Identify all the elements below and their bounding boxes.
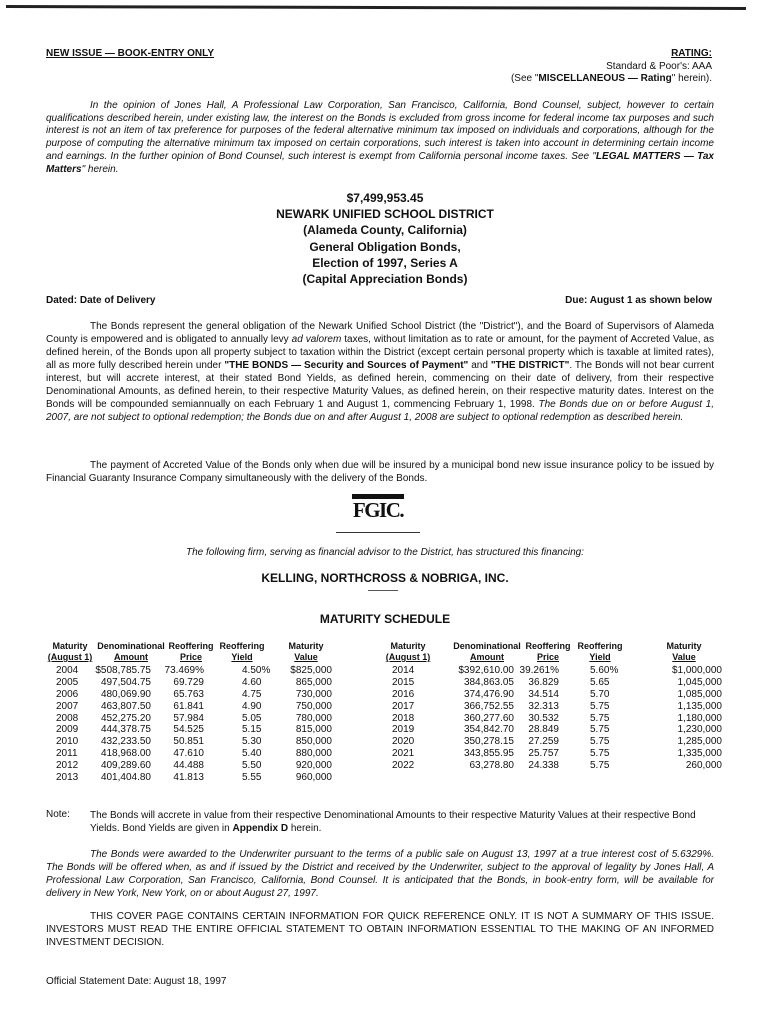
table-row xyxy=(370,724,720,736)
rating-value: Standard & Poor's: AAA xyxy=(606,60,712,72)
maturity-table-header xyxy=(46,641,346,665)
rating-see-reference xyxy=(511,73,712,86)
maturity-value: 1,335,000 xyxy=(677,748,722,760)
table-row xyxy=(46,748,346,760)
maturity-year: 2021 xyxy=(392,748,415,760)
table-row xyxy=(370,748,720,760)
maturity-year: 2017 xyxy=(392,700,415,712)
reoffering-price: 36.829 xyxy=(528,676,559,688)
denominational-amount: 418,968.00 xyxy=(100,748,151,760)
header-maturity-value-line1: Maturity xyxy=(288,641,324,651)
maturity-value: 780,000 xyxy=(295,712,332,724)
table-row xyxy=(370,760,720,772)
maturity-table-right xyxy=(370,641,720,772)
maturity-year: 2004 xyxy=(56,665,79,676)
financial-advisor-line: The following firm, serving as financial advisor to the District, has structured this financing: xyxy=(186,547,584,558)
header-reoffering-yield xyxy=(575,641,625,663)
reoffering-price: 50.851 xyxy=(173,736,204,748)
table-row xyxy=(370,701,720,713)
table-row xyxy=(370,736,720,748)
issue-label: NEW ISSUE — BOOK-ENTRY ONLY xyxy=(46,48,214,59)
header-denominational-amount-line1: Denominational xyxy=(97,641,165,651)
reoffering-price: 39.261% xyxy=(519,665,559,676)
p1-text-a: The Bonds represent the general obligation of the Newark Unified School District (the "District"), and the Board of Supervisors of Alameda County is empowered and is obligated to annually levy xyxy=(46,321,714,345)
maturity-year: 2010 xyxy=(56,736,79,748)
firm-divider xyxy=(368,590,398,591)
header-maturity-value-line2: Value xyxy=(294,652,318,662)
maturity-value: 815,000 xyxy=(295,724,332,736)
denominational-amount: 366,752.55 xyxy=(463,700,514,712)
header-denominational-amount xyxy=(96,641,166,663)
table-row xyxy=(46,724,346,736)
rating-block xyxy=(511,48,712,86)
table-row xyxy=(46,677,346,689)
bond-counsel-opinion xyxy=(46,100,714,176)
table-row xyxy=(46,665,346,677)
maturity-year: 2009 xyxy=(56,724,79,736)
financial-advisor-firm: KELLING, NORTHCROSS & NOBRIGA, INC. xyxy=(261,571,509,585)
note-appendix-bold: Appendix D xyxy=(232,823,289,834)
bond-type: General Obligation Bonds, xyxy=(309,239,461,254)
official-statement-date: Official Statement Date: August 18, 1997 xyxy=(46,976,227,987)
header-maturity-year-line2: (August 1) xyxy=(385,652,431,662)
reoffering-yield: 5.75 xyxy=(590,736,610,748)
reoffering-price: 54.525 xyxy=(173,724,204,736)
header-reoffering-yield xyxy=(217,641,267,663)
table-row xyxy=(370,713,720,725)
reoffering-price: 25.757 xyxy=(528,748,559,760)
award-paragraph: The Bonds were awarded to the Underwriter pursuant to the terms of a public sale on August 13, 1997 at a true interest cost of 5.6329%. The Bonds will be offered when, as and if issued by the District and received by the Underwriter, subject to the approval of legality by Jones Hall, A Professional Law Corporation, San Francisco, California, Bond Counsel. It is anticipated that the Bonds, in book-entry form, will be available for delivery in New York, New York, on or about August 27, 1997. xyxy=(46,849,714,899)
reoffering-yield: 5.65 xyxy=(590,676,610,688)
table-row xyxy=(370,665,720,677)
fgic-logo xyxy=(352,494,404,520)
reoffering-price: 41.813 xyxy=(173,772,204,784)
maturity-year: 2012 xyxy=(56,760,79,772)
fgic-logo-text: FGIC. xyxy=(352,498,404,522)
maturity-year: 2020 xyxy=(392,736,415,748)
denominational-amount: 497,504.75 xyxy=(100,676,151,688)
reoffering-yield: 4.50% xyxy=(242,665,271,676)
header-reoffering-price-line1: Reoffering xyxy=(168,641,214,651)
p1-text-b: taxes, without limitation as to rate or amount, for the payment of Accreted Value, as defined herein, of the Bonds upon all property subject to taxation within the District (except certain personal property which is taxable at limited rates), all as more fully described herein under xyxy=(46,334,714,371)
header-reoffering-price-line2: Price xyxy=(536,652,560,662)
maturity-value: $825,000 xyxy=(290,665,332,676)
header-maturity-year xyxy=(45,641,95,663)
maturity-value: 920,000 xyxy=(295,760,332,772)
rating-see-post: " herein). xyxy=(671,73,712,85)
table-row xyxy=(370,689,720,701)
denominational-amount: 463,807.50 xyxy=(100,700,151,712)
maturity-value: 850,000 xyxy=(295,736,332,748)
header-maturity-year-line1: Maturity xyxy=(390,641,426,651)
p1-text-d: . The Bonds will not bear current interest, but will accrete interest, at their stated Bond Yields, as defined herein, commencing on their date of delivery, from their respective Denominational Amounts, as defined herein, to their respective Maturity Values, as defined herein, on their respective maturity dates. Interest on the Bonds will be compounded semiannually on each February 1 and August 1, commencing February 1, 1998. xyxy=(46,360,715,410)
p1-text-c: and xyxy=(468,360,491,371)
top-scan-rule xyxy=(6,5,746,10)
header-denominational-amount-line2: Amount xyxy=(114,652,148,662)
reoffering-price: 73.469% xyxy=(164,665,204,676)
maturity-year: 2005 xyxy=(56,676,79,688)
table-row xyxy=(46,689,346,701)
maturity-year: 2008 xyxy=(56,712,79,724)
reoffering-yield: 5.75 xyxy=(590,760,610,772)
maturity-value: 1,085,000 xyxy=(677,688,722,700)
table-row xyxy=(46,701,346,713)
maturity-value: 730,000 xyxy=(295,688,332,700)
opinion-text: In the opinion of Jones Hall, A Professional Law Corporation, San Francisco, California, Bond Counsel, subject, however to certain qualifications described herein, under existing law, the interest on the Bonds is excluded from gross income for federal income tax purposes and such interest is not an item of tax preference for purposes of the federal alternative minimum tax imposed on individuals and corporations, although for the purpose of computing the alternative minimum tax imposed on certain corporations, such interest is taken into account in determining certain income and earnings. In the further opinion of Bond Counsel, such interest is exempt from California personal income taxes. See " xyxy=(46,100,714,162)
maturity-value: 1,230,000 xyxy=(677,724,722,736)
p1-bold-district: "THE DISTRICT" xyxy=(490,360,570,371)
denominational-amount: 384,863.05 xyxy=(463,676,514,688)
denominational-amount: $508,785.75 xyxy=(95,665,151,676)
maturity-year: 2013 xyxy=(56,772,79,784)
maturity-year: 2016 xyxy=(392,688,415,700)
reoffering-yield: 5.75 xyxy=(590,700,610,712)
table-row xyxy=(46,713,346,725)
denominational-amount: 409,289.60 xyxy=(100,760,151,772)
reoffering-yield: 5.15 xyxy=(242,724,262,736)
reoffering-yield: 4.60 xyxy=(242,676,262,688)
reoffering-yield: 4.75 xyxy=(242,688,262,700)
p1-redemption-italic: The Bonds due on or before August 1, 2007, are not subject to optional redemption; the Bonds due on and after August 1, 2008 are subject to optional redemption as described herein. xyxy=(46,399,714,423)
maturity-year: 2019 xyxy=(392,724,415,736)
denominational-amount: 354,842.70 xyxy=(463,724,514,736)
reoffering-price: 30.532 xyxy=(528,712,559,724)
reoffering-yield: 4.90 xyxy=(242,700,262,712)
maturity-year: 2006 xyxy=(56,688,79,700)
maturity-value: 1,285,000 xyxy=(677,736,722,748)
reoffering-price: 34.514 xyxy=(528,688,559,700)
header-maturity-value-line1: Maturity xyxy=(666,641,702,651)
denominational-amount: 374,476.90 xyxy=(463,688,514,700)
reoffering-price: 65.763 xyxy=(173,688,204,700)
issuer-name: NEWARK UNIFIED SCHOOL DISTRICT xyxy=(276,207,494,222)
reoffering-yield: 5.50 xyxy=(242,760,262,772)
header-maturity-year-line1: Maturity xyxy=(52,641,88,651)
issuer-county: (Alameda County, California) xyxy=(303,223,467,238)
reoffering-price: 28.849 xyxy=(528,724,559,736)
reoffering-yield: 5.55 xyxy=(242,772,262,784)
maturity-table-left xyxy=(46,641,346,784)
denominational-amount: 343,855.95 xyxy=(463,748,514,760)
header-reoffering-yield-line2: Yield xyxy=(231,652,253,662)
reoffering-yield: 5.05 xyxy=(242,712,262,724)
header-denominational-amount-line2: Amount xyxy=(470,652,504,662)
title-block xyxy=(0,190,770,287)
maturity-year: 2015 xyxy=(392,676,415,688)
header-maturity-year-line2: (August 1) xyxy=(47,652,93,662)
header-reoffering-price xyxy=(520,641,576,663)
p1-ad-valorem: ad valorem xyxy=(291,334,342,345)
maturity-year: 2018 xyxy=(392,712,415,724)
maturity-value: 865,000 xyxy=(295,676,332,688)
denominational-amount: 452,275.20 xyxy=(100,712,151,724)
header-maturity-year xyxy=(383,641,433,663)
note-text-post: herein. xyxy=(288,823,322,834)
reoffering-price: 27.259 xyxy=(528,736,559,748)
denominational-amount: 350,278.15 xyxy=(463,736,514,748)
maturity-schedule-title: MATURITY SCHEDULE xyxy=(319,612,451,626)
maturity-value: 960,000 xyxy=(295,772,332,784)
denominational-amount: 432,233.50 xyxy=(100,736,151,748)
header-reoffering-price-line1: Reoffering xyxy=(525,641,571,651)
denominational-amount: 63,278.80 xyxy=(469,760,514,772)
note-text xyxy=(90,809,714,835)
due-date: Due: August 1 as shown below xyxy=(565,295,712,306)
header-denominational-amount-line1: Denominational xyxy=(453,641,521,651)
reoffering-yield: 5.70 xyxy=(590,688,610,700)
p1-bold-bonds: "THE BONDS — Security and Sources of Payment" xyxy=(224,360,469,371)
denominational-amount: 444,378.75 xyxy=(100,724,151,736)
cover-page-notice: THIS COVER PAGE CONTAINS CERTAIN INFORMATION FOR QUICK REFERENCE ONLY. IT IS NOT A SUMMARY OF THIS ISSUE. INVESTORS MUST READ THE ENTIRE OFFICIAL STATEMENT TO OBTAIN INFORMATION ESSENTIAL TO THE MAKING OF AN INFORMED INVESTMENT DECISION. xyxy=(46,911,714,948)
maturity-year: 2011 xyxy=(56,748,78,760)
reoffering-price: 61.841 xyxy=(173,700,204,712)
header-denominational-amount xyxy=(450,641,524,663)
maturity-year: 2014 xyxy=(392,665,415,676)
bonds-description-paragraph xyxy=(46,320,714,424)
bond-subtype: (Capital Appreciation Bonds) xyxy=(302,272,468,287)
opinion-see-post: " herein. xyxy=(81,163,119,175)
header-maturity-value-line2: Value xyxy=(672,652,696,662)
logo-divider xyxy=(336,532,420,533)
rating-see-bold: MISCELLANEOUS — Rating xyxy=(538,73,672,85)
rating-see-pre: (See " xyxy=(510,73,539,85)
reoffering-price: 24.338 xyxy=(528,760,559,772)
issue-amount: $7,499,953.45 xyxy=(346,191,424,205)
denominational-amount: $392,610.00 xyxy=(458,665,514,676)
reoffering-price: 57.984 xyxy=(173,712,204,724)
reoffering-price: 32.313 xyxy=(528,700,559,712)
maturity-value: 260,000 xyxy=(685,760,722,772)
header-reoffering-yield-line2: Yield xyxy=(589,652,611,662)
header-maturity-value xyxy=(654,641,714,663)
reoffering-yield: 5.40 xyxy=(242,748,262,760)
maturity-value: 1,135,000 xyxy=(677,700,722,712)
reoffering-price: 47.610 xyxy=(173,748,204,760)
rating-label: RATING: xyxy=(671,48,712,59)
dated-date: Dated: Date of Delivery xyxy=(46,295,156,306)
reoffering-yield: 5.30 xyxy=(242,736,262,748)
election-series: Election of 1997, Series A xyxy=(312,255,458,270)
reoffering-yield: 5.75 xyxy=(590,748,610,760)
reoffering-yield: 5.60% xyxy=(590,665,619,676)
header-reoffering-yield-line1: Reoffering xyxy=(577,641,623,651)
maturity-value: $1,000,000 xyxy=(671,665,722,676)
header-reoffering-price-line2: Price xyxy=(179,652,203,662)
maturity-value: 750,000 xyxy=(295,700,332,712)
note-text-pre: The Bonds will accrete in value from their respective Denominational Amounts to their respective Maturity Values at their respective Bond Yields. Bond Yields are given in xyxy=(90,810,696,834)
reoffering-price: 44.488 xyxy=(173,760,204,772)
header-reoffering-price xyxy=(163,641,219,663)
table-row xyxy=(46,760,346,772)
maturity-year: 2007 xyxy=(56,700,79,712)
maturity-value: 1,045,000 xyxy=(677,676,722,688)
note-label: Note: xyxy=(46,809,70,820)
reoffering-yield: 5.75 xyxy=(590,724,610,736)
denominational-amount: 360,277.60 xyxy=(463,712,514,724)
opinion-see-bold: LEGAL MATTERS — Tax Matters xyxy=(46,150,714,175)
table-row xyxy=(46,736,346,748)
reoffering-yield: 5.75 xyxy=(590,712,610,724)
header-maturity-value xyxy=(281,641,331,663)
table-row xyxy=(370,677,720,689)
header-reoffering-yield-line1: Reoffering xyxy=(219,641,265,651)
denominational-amount: 401,404.80 xyxy=(100,772,151,784)
maturity-value: 880,000 xyxy=(295,748,332,760)
denominational-amount: 480,069.90 xyxy=(100,688,151,700)
maturity-table-header xyxy=(370,641,720,665)
maturity-year: 2022 xyxy=(392,760,415,772)
insurance-paragraph: The payment of Accreted Value of the Bonds only when due will be insured by a municipal bond new issue insurance policy to be issued by Financial Guaranty Insurance Company simultaneously with the delivery of the Bonds. xyxy=(46,460,714,484)
maturity-value: 1,180,000 xyxy=(677,712,722,724)
table-row xyxy=(46,772,346,784)
reoffering-price: 69.729 xyxy=(173,676,204,688)
